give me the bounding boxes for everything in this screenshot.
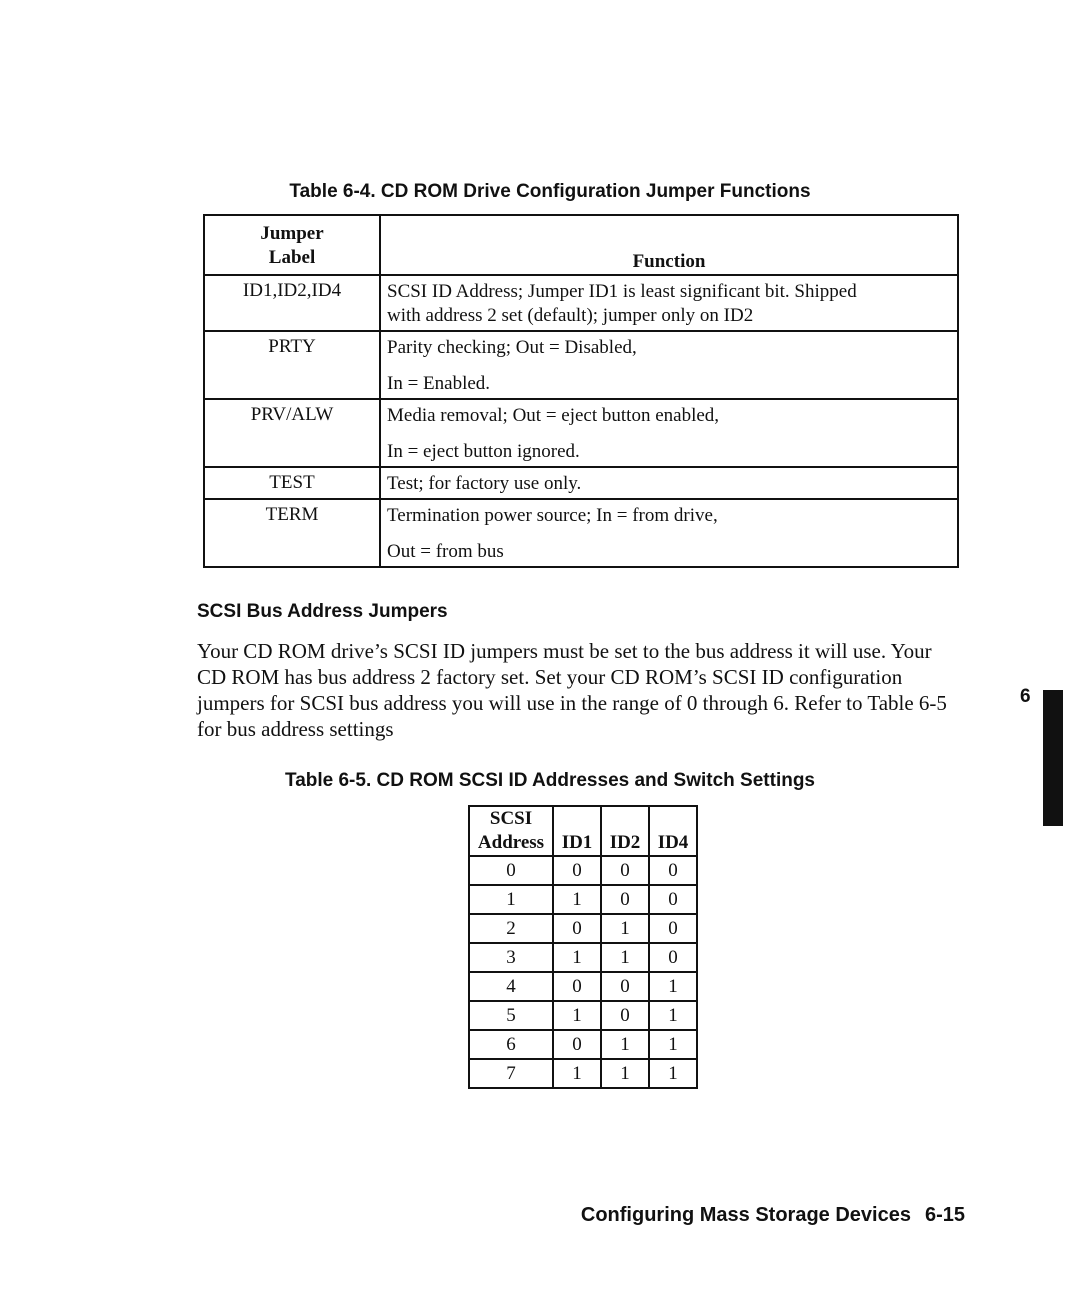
header-line: Address <box>477 832 545 853</box>
jumper-label-cell: ID1,ID2,ID4 <box>204 275 380 331</box>
function-cell <box>380 331 958 399</box>
header-line: Label <box>268 247 316 268</box>
id2-cell: 0 <box>601 885 649 914</box>
address-cell: 7 <box>469 1059 553 1088</box>
scsi-address-table <box>468 805 698 1089</box>
id4-cell: 1 <box>649 972 697 1001</box>
id1-cell: 1 <box>553 1001 601 1030</box>
table-row <box>204 499 958 567</box>
function-line: SCSI ID Address; Jumper ID1 is least significant bit. Shipped <box>387 281 857 302</box>
table-row <box>204 331 958 399</box>
jumper-label-cell: PRV/ALW <box>204 399 380 467</box>
address-cell: 3 <box>469 943 553 972</box>
table-row <box>469 856 697 885</box>
table-row <box>204 467 958 499</box>
table-row <box>204 275 958 331</box>
function-cell <box>380 275 958 331</box>
function-cell <box>380 467 958 499</box>
address-cell: 2 <box>469 914 553 943</box>
function-header: Function <box>380 215 958 275</box>
table-row <box>469 1001 697 1030</box>
address-cell: 4 <box>469 972 553 1001</box>
chapter-tab-marker <box>1043 690 1063 826</box>
footer-page-number: 6-15 <box>924 1204 965 1226</box>
table-row <box>204 399 958 467</box>
id1-cell: 0 <box>553 1030 601 1059</box>
address-cell: 1 <box>469 885 553 914</box>
table-row <box>469 885 697 914</box>
address-cell: 6 <box>469 1030 553 1059</box>
function-line: with address 2 set (default); jumper only on ID2 <box>387 305 754 326</box>
function-line: In = Enabled. <box>387 373 491 394</box>
id2-cell: 0 <box>601 1001 649 1030</box>
table-row <box>469 972 697 1001</box>
id1-cell: 0 <box>553 972 601 1001</box>
function-cell <box>380 499 958 567</box>
id4-cell: 1 <box>649 1030 697 1059</box>
header-line: SCSI <box>489 808 533 829</box>
table-row <box>469 1030 697 1059</box>
id4-cell: 1 <box>649 1001 697 1030</box>
id1-cell: 1 <box>553 1059 601 1088</box>
function-line: Termination power source; In = from drive, <box>387 505 718 526</box>
section-heading: SCSI Bus Address Jumpers <box>197 601 448 622</box>
table-6-4-caption: Table 6-4. CD ROM Drive Configuration Jumper Functions <box>289 181 811 202</box>
id1-cell: 1 <box>553 943 601 972</box>
function-line: Parity checking; Out = Disabled, <box>387 337 637 358</box>
scsi-address-header <box>469 806 553 856</box>
id4-cell: 0 <box>649 943 697 972</box>
id2-cell: 0 <box>601 972 649 1001</box>
jumper-label-cell: TERM <box>204 499 380 567</box>
id2-cell: 0 <box>601 856 649 885</box>
id2-cell: 1 <box>601 914 649 943</box>
table-row <box>469 914 697 943</box>
table-row <box>469 943 697 972</box>
id1-cell: 0 <box>553 856 601 885</box>
page-footer <box>581 1204 965 1227</box>
footer-chapter-title: Configuring Mass Storage Devices <box>580 1204 911 1226</box>
id1-cell: 1 <box>553 885 601 914</box>
id4-cell: 0 <box>649 914 697 943</box>
address-cell: 5 <box>469 1001 553 1030</box>
id4-cell: 1 <box>649 1059 697 1088</box>
id4-header: ID4 <box>649 806 697 856</box>
jumper-label-cell: PRTY <box>204 331 380 399</box>
jumper-label-cell: TEST <box>204 467 380 499</box>
function-cell <box>380 399 958 467</box>
id2-cell: 1 <box>601 1059 649 1088</box>
function-line: Out = from bus <box>387 541 504 562</box>
function-line: Test; for factory use only. <box>387 473 582 494</box>
section-paragraph: Your CD ROM drive’s SCSI ID jumpers must be set to the bus address it will use. Your CD ROM has bus address 2 factory set. Set your CD ROM’s SCSI ID configuration jumpers for SCSI bus address you will use in the range of 0 through 6. Refer to Table 6-5 for bus address settings <box>197 639 947 741</box>
address-cell: 0 <box>469 856 553 885</box>
header-line: Jumper <box>260 223 324 244</box>
chapter-tab-number: 6 <box>1020 686 1031 707</box>
table-6-5-caption: Table 6-5. CD ROM SCSI ID Addresses and Switch Settings <box>285 770 815 791</box>
jumper-functions-table <box>203 214 959 568</box>
function-line: Media removal; Out = eject button enabled, <box>387 405 720 426</box>
function-line: In = eject button ignored. <box>387 441 580 462</box>
id2-cell: 1 <box>601 943 649 972</box>
id4-cell: 0 <box>649 856 697 885</box>
id2-header: ID2 <box>601 806 649 856</box>
id4-cell: 0 <box>649 885 697 914</box>
table-row <box>469 1059 697 1088</box>
id1-header: ID1 <box>553 806 601 856</box>
id2-cell: 1 <box>601 1030 649 1059</box>
jumper-label-header <box>204 215 380 275</box>
id1-cell: 0 <box>553 914 601 943</box>
